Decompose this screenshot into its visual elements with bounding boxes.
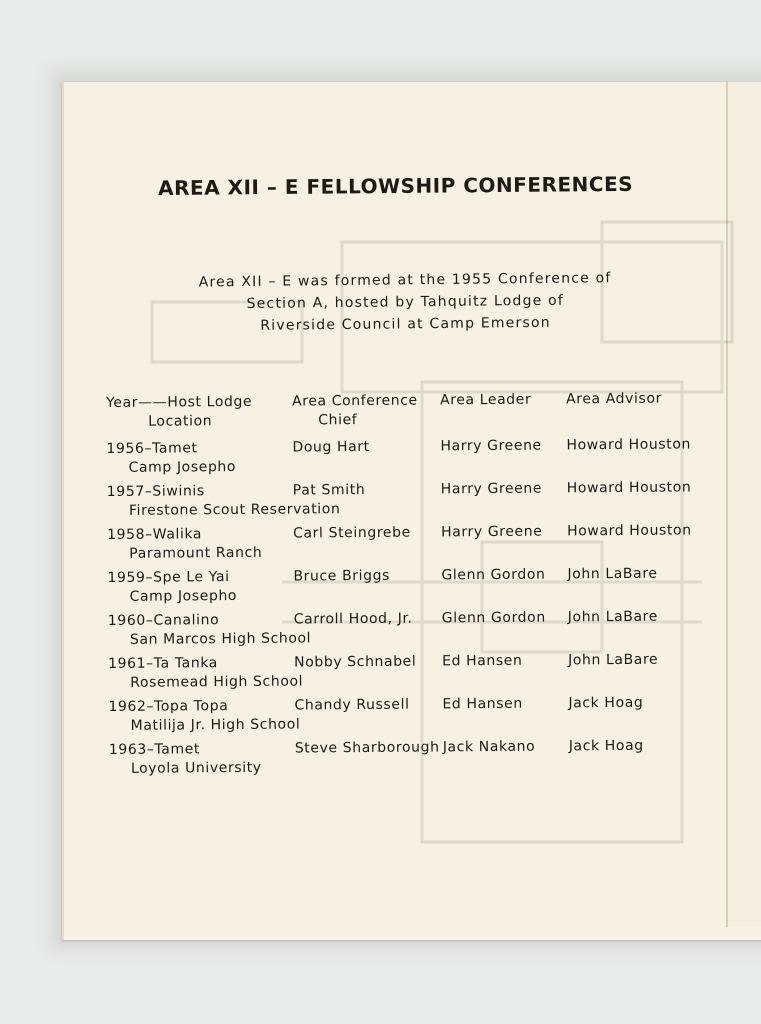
leader-cell: Jack Nakano: [442, 738, 536, 756]
year-lodge-cell: 1957–Siwinis: [106, 483, 205, 500]
chief-cell: Carl Steingrebe: [293, 524, 411, 542]
leader-cell: Glenn Gordon: [441, 609, 546, 627]
advisor-cell: Jack Hoag: [568, 694, 644, 712]
leader-cell: Ed Hansen: [442, 695, 523, 713]
location-cell: Camp Josepho: [129, 587, 238, 605]
chief-cell: Doug Hart: [292, 438, 370, 456]
leader-cell: Ed Hansen: [442, 652, 523, 670]
location-cell: Paramount Ranch: [129, 544, 263, 562]
leader-cell: Harry Greene: [440, 480, 543, 498]
facing-page-edge: [726, 82, 761, 927]
chief-cell: Bruce Briggs: [293, 567, 391, 585]
header-area-advisor: Area Advisor: [565, 390, 663, 408]
intro-line: Section A, hosted by Tahquitz Lodge of: [246, 292, 565, 312]
header-year-host-lodge: Year——Host Lodge: [106, 393, 253, 411]
year-lodge-cell: 1963–Tamet: [108, 741, 201, 758]
table-header-row: [106, 389, 718, 440]
advisor-cell: Howard Houston: [566, 436, 692, 454]
chief-cell: Carroll Hood, Jr.: [293, 610, 413, 628]
advisor-cell: Howard Houston: [567, 522, 692, 540]
advisor-cell: Howard Houston: [566, 479, 692, 497]
year-lodge-cell: 1958–Walika: [107, 526, 203, 543]
page-title: AREA XII – E FELLOWSHIP CONFERENCES: [158, 171, 634, 200]
header-area-conference: Area Conference: [292, 392, 418, 410]
leader-cell: Glenn Gordon: [441, 566, 546, 584]
chief-cell: Steve Sharborough: [294, 739, 440, 757]
year-lodge-cell: 1959–Spe Le Yai: [107, 569, 230, 586]
chief-cell: Nobby Schnabel: [294, 653, 417, 671]
location-cell: San Marcos High School: [129, 630, 312, 648]
table-row: [107, 478, 719, 526]
table-row: [108, 650, 720, 698]
year-lodge-cell: 1961–Ta Tanka: [108, 655, 219, 672]
table-row: [109, 736, 721, 784]
leader-cell: Harry Greene: [441, 523, 543, 541]
header-location: Location: [148, 413, 213, 430]
location-cell: Camp Josepho: [128, 458, 237, 476]
advisor-cell: Jack Hoag: [568, 737, 644, 755]
table-row: [107, 521, 719, 569]
chief-cell: Pat Smith: [292, 481, 366, 499]
table-row: [108, 607, 720, 655]
intro-line: Area XII – E was formed at the 1955 Conference of: [198, 270, 612, 291]
location-cell: Rosemead High School: [130, 673, 304, 691]
table-row: [108, 693, 720, 741]
leader-cell: Harry Greene: [440, 437, 542, 455]
intro-paragraph: [150, 267, 661, 338]
header-area-leader: Area Leader: [439, 391, 532, 409]
year-lodge-cell: 1960–Canalino: [107, 612, 220, 629]
conference-table: [106, 389, 721, 784]
advisor-cell: John LaBare: [567, 608, 658, 626]
location-cell: Loyola University: [130, 759, 262, 777]
table-row: [106, 435, 718, 483]
chief-cell: Chandy Russell: [294, 696, 410, 714]
year-lodge-cell: 1962–Topa Topa: [108, 698, 229, 715]
advisor-cell: John LaBare: [567, 565, 658, 583]
table-row: [107, 564, 719, 612]
year-lodge-cell: 1956–Tamet: [106, 440, 198, 457]
location-cell: Firestone Scout Reservation: [128, 501, 341, 519]
location-cell: Matilija Jr. High School: [130, 716, 301, 734]
intro-line: Riverside Council at Camp Emerson: [260, 314, 551, 334]
advisor-cell: John LaBare: [568, 651, 659, 669]
header-chief: Chief: [318, 412, 358, 429]
